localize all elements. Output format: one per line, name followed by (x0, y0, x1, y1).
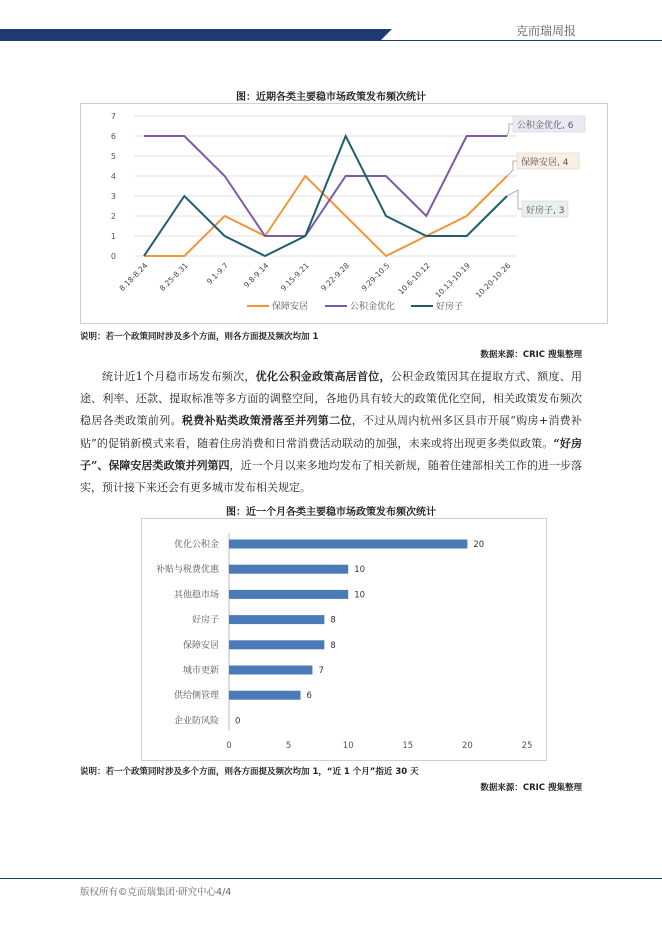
bar (229, 640, 324, 649)
label-leader-line (507, 190, 522, 209)
x-tick-label: 9.29-10.5 (359, 261, 392, 293)
x-tick-label: 0 (226, 741, 232, 751)
y-tick-label: 2 (110, 212, 116, 221)
x-tick-label: 10.6-10.12 (396, 261, 432, 297)
bar-value-label: 8 (330, 615, 336, 626)
data-label: 好房子, 3 (526, 206, 565, 216)
bar-value-label: 8 (330, 640, 336, 651)
x-tick-label: 8.25-8.31 (157, 261, 190, 293)
category-label: 好房子 (191, 615, 219, 626)
bar-value-label: 20 (473, 540, 485, 550)
bar (229, 590, 348, 599)
y-tick-label: 4 (110, 172, 116, 181)
line-chart-frame (80, 103, 608, 324)
x-tick-label: 8.18-8.24 (117, 261, 150, 293)
line-chart (81, 104, 607, 323)
bar-value-label: 0 (235, 716, 241, 727)
y-tick-label: 3 (110, 192, 116, 201)
x-tick-label: 9.22-9.28 (319, 261, 352, 293)
legend-label: 保障安居 (272, 302, 309, 312)
bar (229, 565, 348, 574)
label-leader-line (507, 124, 513, 136)
bar-value-label: 7 (318, 666, 324, 676)
y-tick-label: 0 (110, 252, 116, 261)
y-tick-label: 7 (110, 112, 116, 121)
data-label: 公积金优化, 6 (517, 121, 574, 131)
legend-label: 好房子 (436, 302, 464, 312)
highlight-fund-first: 优化公积金政策高居首位， (255, 370, 391, 383)
bar (229, 666, 312, 675)
y-tick-label: 6 (110, 132, 116, 141)
figure1-source: 数据来源：CRIC 搜集整理 (480, 350, 582, 360)
bar (229, 615, 324, 624)
data-label: 保障安居, 4 (521, 158, 569, 168)
y-tick-label: 1 (110, 232, 116, 241)
category-label: 其他稳市场 (173, 590, 219, 601)
highlight-tax-second: 税费补贴类政策滑落至并列第二位 (181, 414, 352, 428)
category-label: 企业防风险 (173, 716, 219, 727)
label-leader-line (507, 161, 517, 176)
figure1-title: 图：近期各类主要稳市场政策发布频次统计 (236, 92, 426, 103)
bar-value-label: 10 (354, 565, 366, 576)
category-label: 保障安居 (182, 640, 219, 651)
y-tick-label: 5 (110, 152, 116, 161)
x-tick-label: 10.20-10.26 (473, 261, 513, 300)
highlight-good-house-fourth: “好房子”、保障安居类政策并列第四 (80, 436, 583, 472)
text-run: ，近一个月以来多地均发布了相关新规，随着住建部相关工作的进一步落实，预计接下来还会有更多城市发布相关规定。 (80, 458, 583, 495)
category-label: 城市更新 (182, 666, 219, 676)
legend-label: 公积金优化 (350, 302, 396, 312)
figure2-note: 说明：若一个政策同时涉及多个方面，则各方面提及频次均加 1，“近 1 个月”指近 30 天 (80, 767, 419, 777)
text-run: 公积金政策因其在提取方式、额度、用途、利率、还款、提取标准等多方面的调整空间，各地仍具有较大的政策优化空间，相关政策发布频次稳居各类政策前列。 (80, 370, 583, 428)
bar (229, 540, 467, 549)
bar (229, 691, 301, 700)
x-tick-label: 20 (461, 741, 473, 751)
x-tick-label: 9.15-9.21 (278, 261, 311, 293)
header-brand: 克而瑞周报 (515, 24, 576, 38)
text-run: ，不过从周内杭州多区县市开展“购房+消费补贴”的促销新模式来看，随着住房消费和日常消费活动联动的加强，未来或将出现更多类似政策。 (80, 414, 583, 450)
bar-value-label: 6 (306, 691, 312, 702)
x-tick-label: 9.8-9.14 (241, 261, 271, 290)
analysis-paragraph (80, 366, 582, 499)
bar-chart (142, 519, 546, 760)
x-tick-label: 5 (285, 741, 292, 751)
text-run: 统计近1个月稳市场发布频次， (102, 370, 256, 383)
x-tick-label: 9.1-9.7 (204, 261, 231, 287)
x-tick-label: 15 (402, 741, 414, 751)
x-tick-label: 25 (521, 741, 533, 751)
figure2-source: 数据来源：CRIC 搜集整理 (480, 783, 582, 793)
x-tick-label: 10.13-10.19 (433, 261, 473, 300)
footer-rule (0, 878, 662, 879)
figure1-note: 说明：若一个政策同时涉及多个方面，则各方面提及频次均加 1 (80, 332, 319, 342)
footer-copyright: 版权所有©克而瑞集团·研究中心4/4 (80, 887, 232, 898)
header-rule (380, 40, 662, 41)
x-tick-label: 10 (342, 741, 354, 751)
bar-chart-frame (141, 518, 547, 761)
bar-value-label: 10 (354, 590, 366, 601)
category-label: 补贴与税费优惠 (155, 565, 219, 576)
header-accent-bar (0, 29, 380, 41)
figure2-title: 图：近一个月各类主要稳市场政策发布频次统计 (226, 507, 436, 518)
category-label: 优化公积金 (173, 540, 219, 550)
category-label: 供给侧管理 (173, 691, 219, 702)
